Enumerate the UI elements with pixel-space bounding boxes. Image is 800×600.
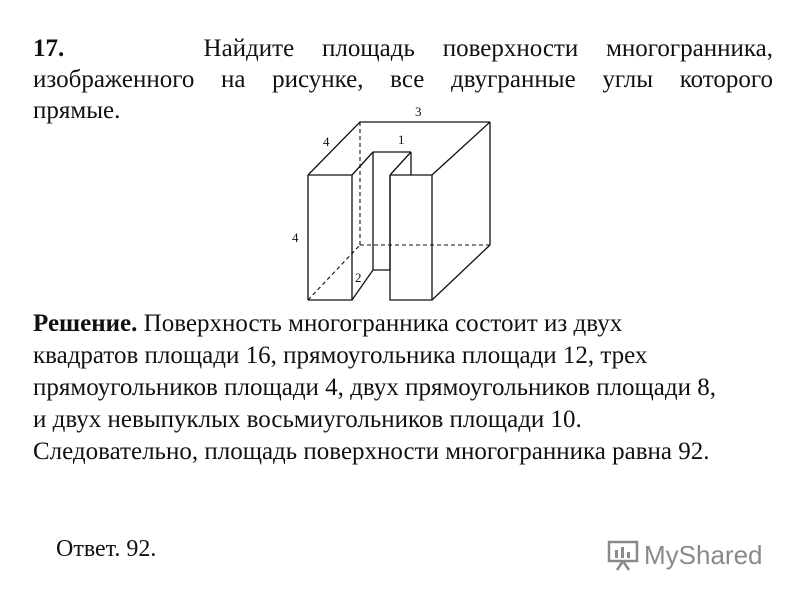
problem-line-3: прямые. [33, 97, 121, 124]
label-inner-depth: 2 [355, 270, 362, 285]
left-block-top-edge [308, 122, 490, 175]
problem-line-2: изображенного на рисунке, все двугранные углы которого [33, 66, 773, 93]
solution-line-3: прямоугольников площади 4, двух прямоугольников площади 8, [33, 374, 716, 401]
logo-text: MyShared [644, 539, 763, 570]
solution-line-1: Решение. Поверхность многогранника состоит из двух [33, 310, 623, 337]
label-left-top: 4 [323, 134, 330, 149]
solution-line-5: Следовательно, площадь поверхности многогранника равна 92. [33, 438, 710, 465]
label-gap: 1 [398, 132, 405, 147]
solution-text [33, 308, 773, 468]
problem-number: 17. [33, 35, 65, 62]
solution-line-4: и двух невыпуклых восьмиугольников площади 10. [33, 406, 582, 433]
solution-line-2: квадратов площади 16, прямоугольника площади 12, трех [33, 342, 648, 369]
myshared-logo [606, 537, 763, 573]
answer: Ответ. 92. [56, 536, 157, 562]
label-height: 4 [292, 230, 299, 245]
right-block-front [390, 175, 432, 300]
left-block-front-bottom [308, 175, 352, 300]
label-top: 3 [415, 104, 422, 119]
polyhedron-drawing [280, 100, 510, 310]
problem-line-1: 17. Найдите площадь поверхности многогранника, [33, 35, 774, 62]
presentation-board-icon [606, 538, 640, 572]
polyhedron-figure [280, 100, 510, 310]
solution-heading: Решение. [33, 310, 138, 337]
